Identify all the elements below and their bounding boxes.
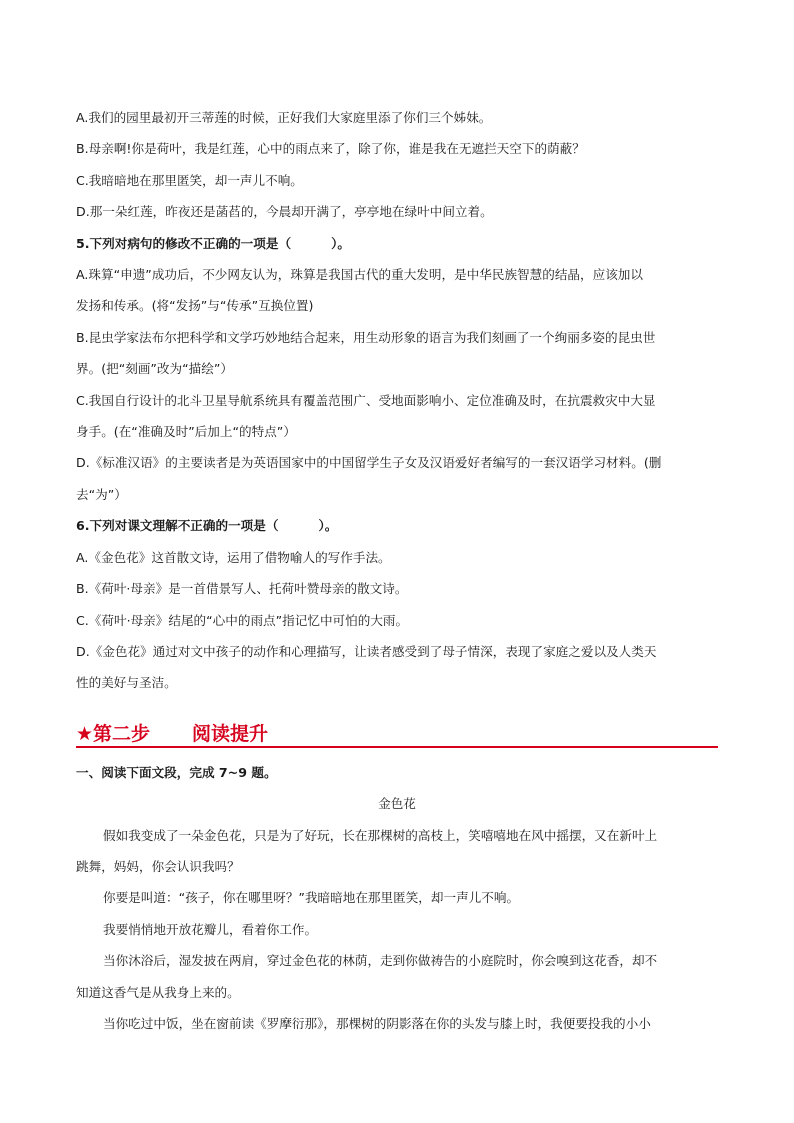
q5-option-b-line2: 界。(把“刻画”改为“描绘”） <box>76 361 233 377</box>
q5-option-c-line1: C.我国自行设计的北斗卫星导航系统具有覆盖范围广、受地面影响小、定位准确及时，在抗震救灾中大显 <box>76 392 656 408</box>
q6-option-c: C.《荷叶·母亲》结尾的“心中的雨点”指记忆中可怕的大雨。 <box>76 612 409 628</box>
q4-option-c: C.我暗暗地在那里匿笑，却一声儿不响。 <box>76 172 303 188</box>
q5-option-a-line1: A.珠算“申遗”成功后，不少网友认为，珠算是我国古代的重大发明，是中华民族智慧的结晶，应该加以 <box>76 267 643 283</box>
q4-option-b: B.母亲啊!你是荷叶，我是红莲，心中的雨点来了，除了你，谁是我在无遮拦天空下的荫蔽？ <box>76 141 585 157</box>
section-title <box>76 719 268 746</box>
passage-title: 金色花 <box>378 796 416 812</box>
q5-stem <box>76 228 718 259</box>
q6-stem <box>76 510 718 541</box>
q6-option-a: A.《金色花》这首散文诗，运用了借物喻人的写作手法。 <box>76 549 391 565</box>
section-divider <box>76 746 718 748</box>
q6-stem-end: ）。 <box>318 518 338 534</box>
page-content <box>76 102 718 1039</box>
passage-p4-line2: 知道这香气是从我身上来的。 <box>76 984 240 1000</box>
passage-p4-line1: 当你沐浴后，湿发披在两肩，穿过金色花的林荫，走到你做祷告的小庭院时，你会嗅到这花香，却不 <box>103 953 658 969</box>
q5-option-d-line2: 去“为”） <box>76 486 127 502</box>
passage-p1-line2: 跳舞，妈妈，你会认识我吗？ <box>76 858 240 874</box>
q6-option-d-line2: 性的美好与圣洁。 <box>76 675 177 691</box>
q5-option-a-line2: 发扬和传承。(将“发扬”与“传承”互换位置) <box>76 298 314 314</box>
q5-stem-text: 5.下列对病句的修改不正确的一项是（ <box>76 235 292 251</box>
reading-instruction: 一、阅读下面文段，完成 7~9 题。 <box>76 764 277 780</box>
q5-option-b-line1: B.昆虫学家法布尔把科学和文学巧妙地结合起来，用生动形象的语言为我们刻画了一个绚丽多姿的昆虫世 <box>76 329 656 345</box>
q6-stem-text: 6.下列对课文理解不正确的一项是（ <box>76 518 279 534</box>
q6-option-b: B.《荷叶·母亲》是一首借景写人、托荷叶赞母亲的散文诗。 <box>76 581 408 597</box>
q5-option-c-line2: 身手。(在“准确及时”后加上“的特点”） <box>76 424 296 440</box>
q5-option-d-line1: D.《标准汉语》的主要读者是为英语国家中的中国留学生子女及汉语爱好者编写的一套汉语学习材料。(删 <box>76 455 662 471</box>
q4-option-d: D.那一朵红莲，昨夜还是菡萏的，今晨却开满了，亭亭地在绿叶中间立着。 <box>76 204 493 220</box>
passage-p2: 你要是叫道：“孩子，你在哪里呀？”我暗暗地在那里匿笑，却一声儿不响。 <box>103 890 520 906</box>
q4-option-a: A.我们的园里最初开三蒂莲的时候，正好我们大家庭里添了你们三个姊妹。 <box>76 110 492 125</box>
section-step-label: ★第二步 <box>76 722 151 745</box>
section-header <box>76 713 718 757</box>
passage-p5: 当你吃过中饭，坐在窗前读《罗摩衍那》，那棵树的阴影落在你的头发与膝上时，我便要投我的小小 <box>103 1015 651 1031</box>
q6-option-d-line1: D.《金色花》通过对文中孩子的动作和心理描写，让读者感受到了母子情深，表现了家庭之爱以及人类天 <box>76 643 657 659</box>
section-name: 阅读提升 <box>192 722 269 745</box>
q5-stem-end: ）。 <box>331 235 350 251</box>
passage-p3: 我要悄悄地开放花瓣儿，看着你工作。 <box>103 921 318 937</box>
passage-p1-line1: 假如我变成了一朵金色花，只是为了好玩，长在那棵树的高枝上，笑嘻嘻地在风中摇摆，又在新叶上 <box>103 827 658 843</box>
